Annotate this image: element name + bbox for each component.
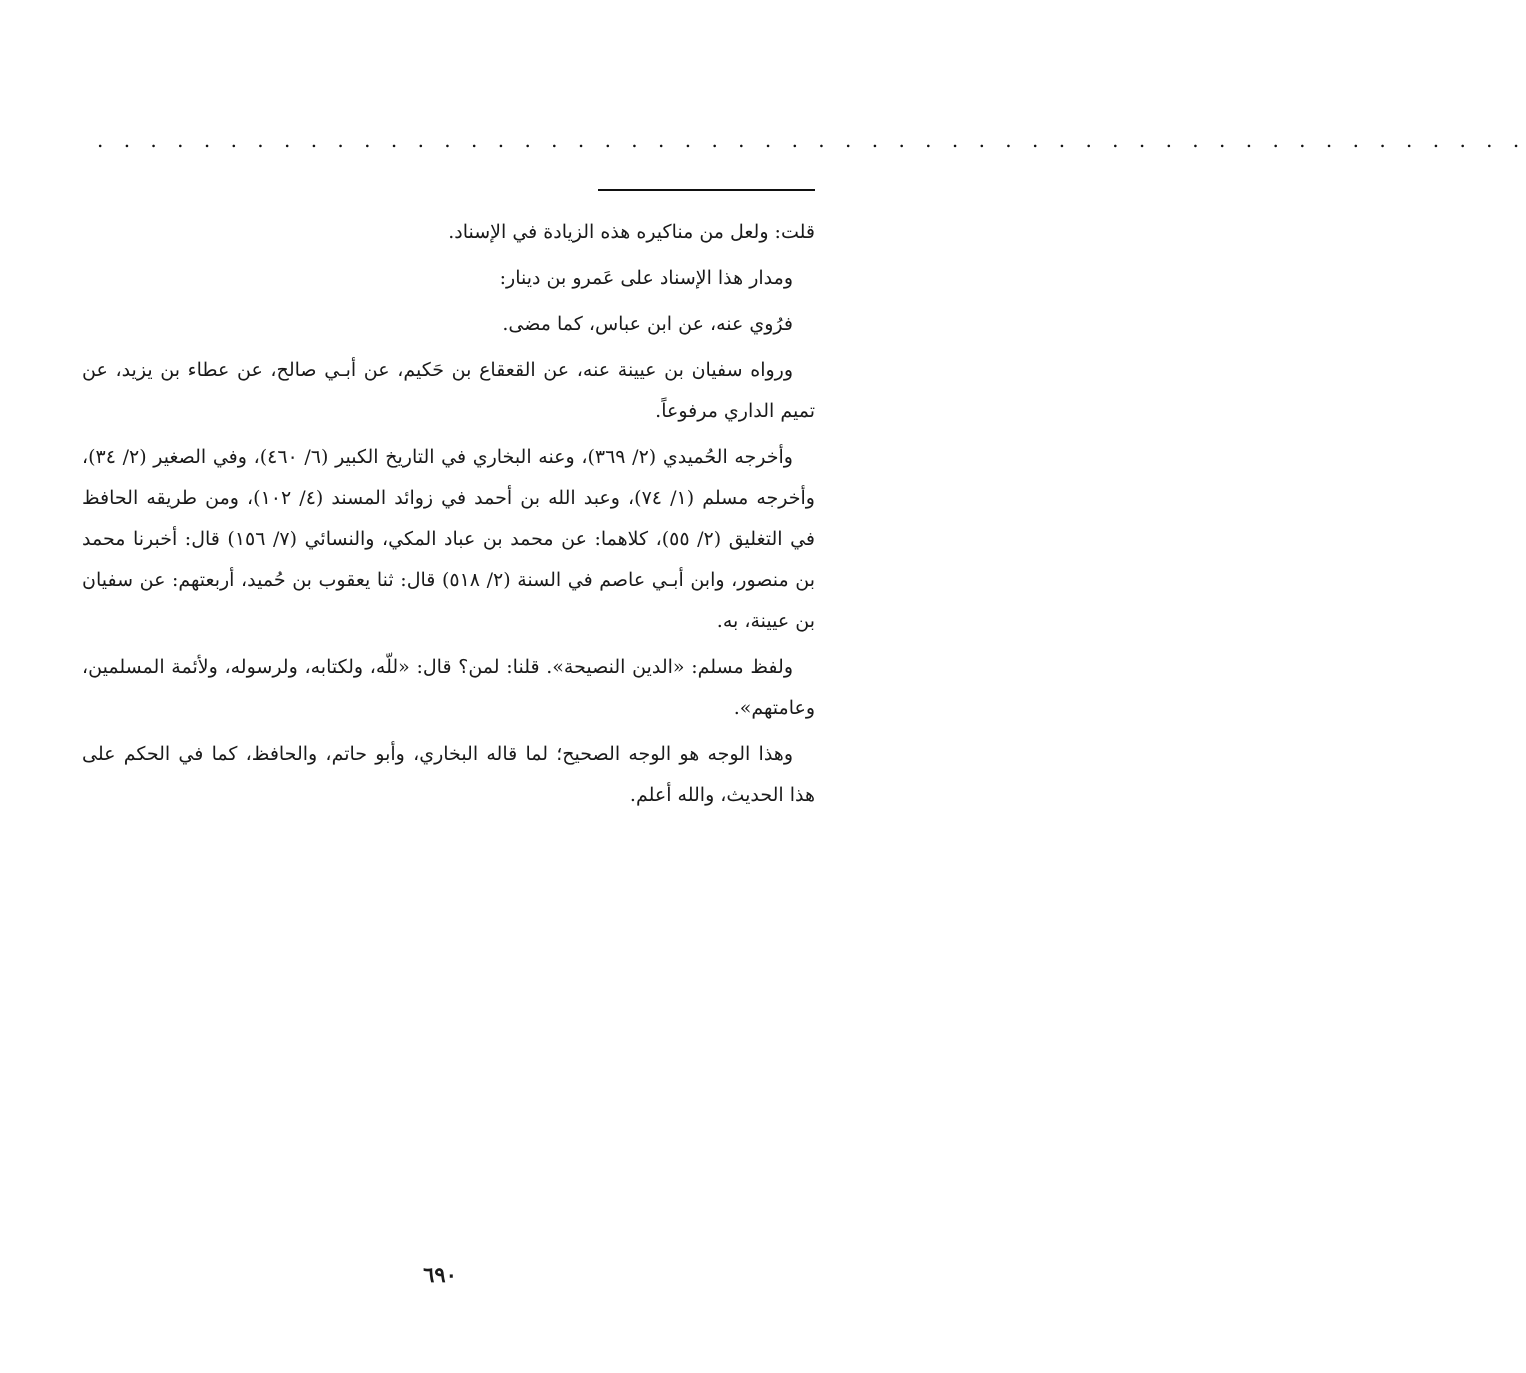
page-number: ٦٩٠ <box>423 1262 457 1287</box>
paragraph-1: قلت: ولعل من مناكيره هذه الزيادة في الإسناد. <box>448 221 815 243</box>
paragraph-6: ولفظ مسلم: «الدين النصيحة». قلنا: لمن؟ قال: «للّه، ولكتابه، ولرسوله، ولأئمة المسلمين، وعامتهم». <box>82 656 815 719</box>
footnote-rule <box>598 189 815 191</box>
paragraph-3: فرُوي عنه، عن ابن عباس، كما مضى. <box>502 313 793 335</box>
paragraph-2: ومدار هذا الإسناد على عَمرو بن دينار: <box>499 267 793 289</box>
paragraph-5: وأخرجه الحُميدي (٢/ ٣٦٩)، وعنه البخاري في التاريخ الكبير (٦/ ٤٦٠)، وفي الصغير (٢/ ٣٤)، وأخرجه مسلم (١/ ٧٤)، وعبد الله بن أحمد في زوائد المسند (٤/ ١٠٢)، ومن طريقه الحافظ في التغليق (٢/ ٥٥)، كلاهما: عن محمد بن عباد المكي، والنسائي (٧/ ١٥٦) قال: أخبرنا محمد بن منصور، وابن أبـي عاصم في السنة (٢/ ٥١٨) قال: ثنا يعقوب بن حُميد، أربعتهم: عن سفيان بن عيينة، به. <box>82 446 816 632</box>
main-text <box>82 212 815 821</box>
paragraph-4: ورواه سفيان بن عيينة عنه، عن القعقاع بن حَكيم، عن أبـي صالح، عن عطاء بن يزيد، عن تميم الداري مرفوعاً. <box>82 359 815 422</box>
dotted-separator: . . . . . . . . . . . . . . . . . . . . . . . . . . . . . . . . . . . . . . . . . . . . . . . . . . . . . . <box>97 128 1526 152</box>
paragraph-7: وهذا الوجه هو الوجه الصحيح؛ لما قاله البخاري، وأبو حاتم، والحافظ، كما في الحكم على هذا الحديث، والله أعلم. <box>82 743 815 806</box>
